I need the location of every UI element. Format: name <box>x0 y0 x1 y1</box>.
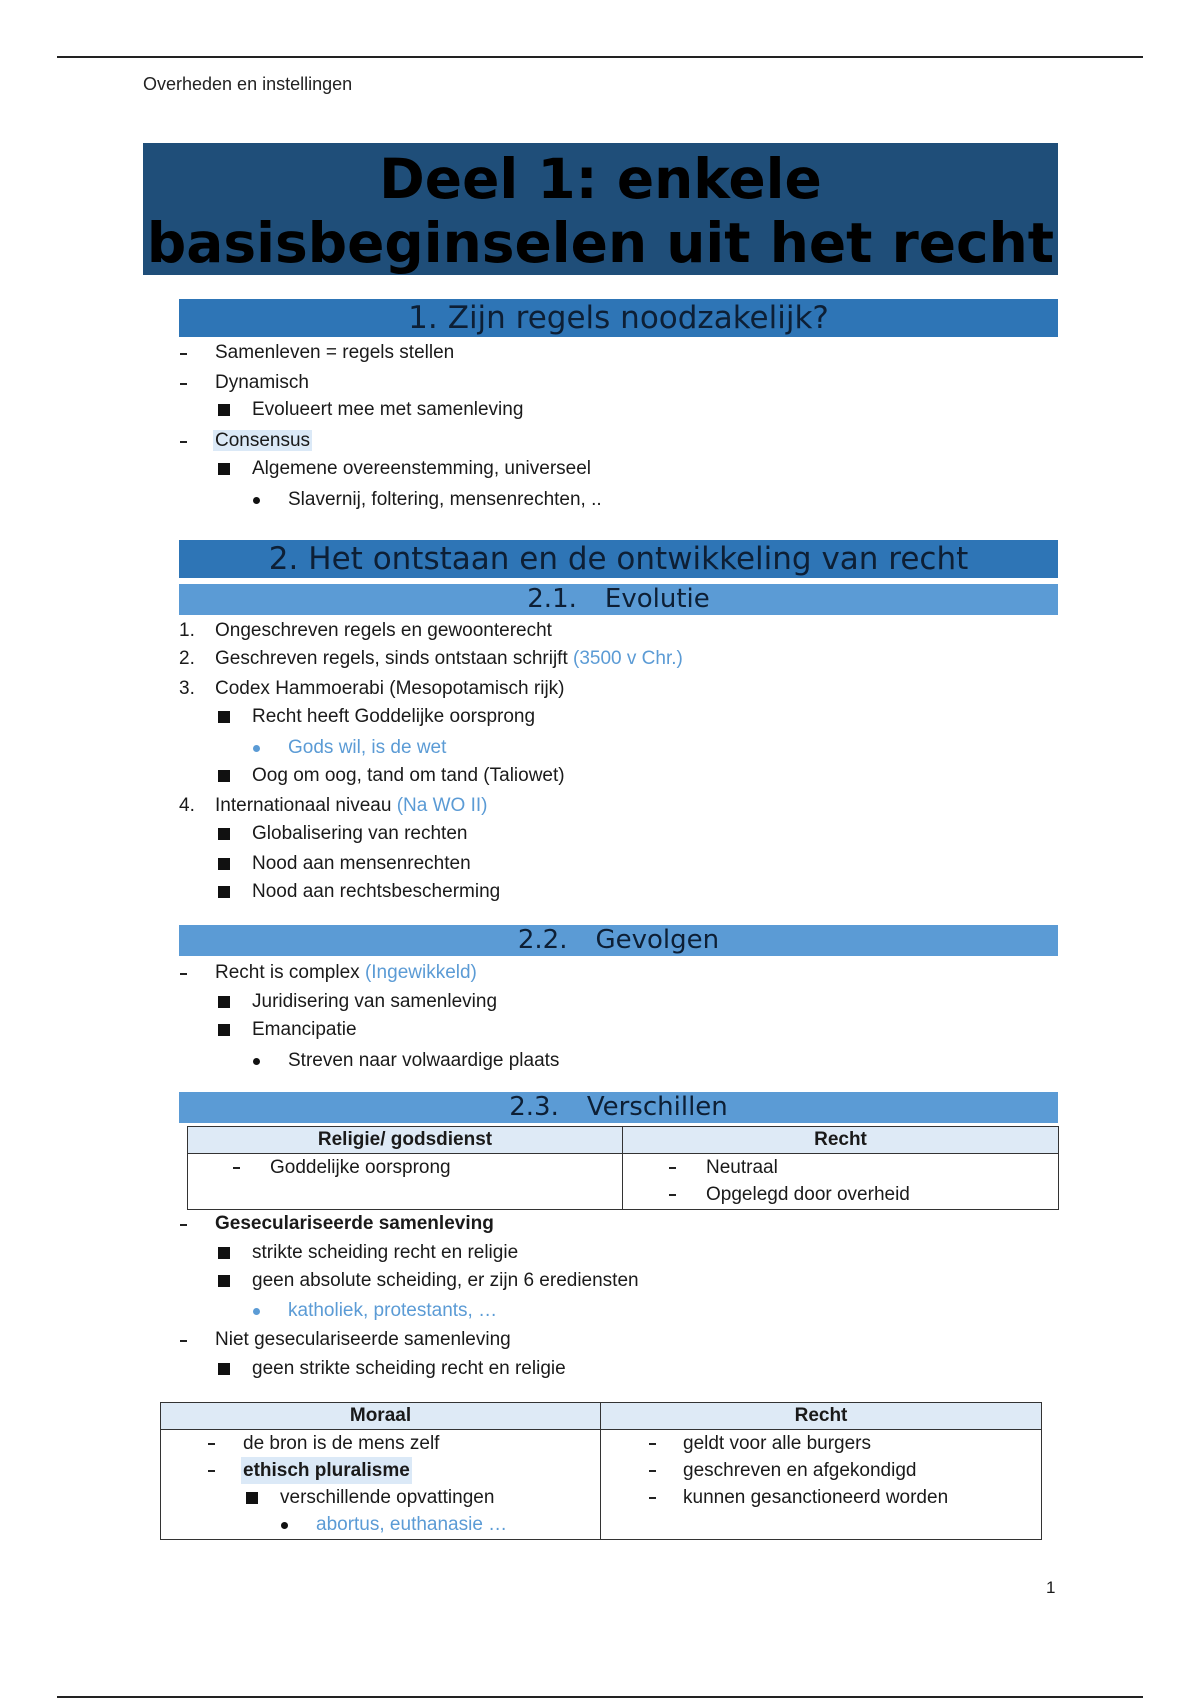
list-number: 3. <box>179 678 195 699</box>
comparison-table-religion-law <box>187 1126 1059 1210</box>
heading-text: Evolutie <box>604 584 710 614</box>
list-item: Dynamisch <box>215 372 309 393</box>
square-bullet <box>218 886 230 898</box>
table-cell <box>188 1154 623 1210</box>
square-bullet <box>218 996 230 1008</box>
list-item: Oog om oog, tand om tand (Taliowet) <box>252 765 565 786</box>
document-title-line1: Deel 1: enkele <box>379 147 822 211</box>
list-item: Recht heeft Goddelijke oorsprong <box>252 706 536 727</box>
list-item: geen strikte scheiding recht en religie <box>252 1358 566 1379</box>
table-header: Recht <box>623 1127 1059 1154</box>
list-item <box>215 647 683 671</box>
dash-bullet <box>669 1167 676 1169</box>
list-item: Streven naar volwaardige plaats <box>288 1050 560 1071</box>
list-item-note: (3500 v Chr.) <box>573 648 683 669</box>
highlighted-term: Consensus <box>215 430 311 451</box>
list-item: Nood aan mensenrechten <box>252 853 471 874</box>
page-number: 1 <box>1046 1578 1056 1597</box>
dash-bullet <box>180 441 187 443</box>
dash-bullet <box>669 1194 676 1196</box>
heading-section-2-2 <box>179 925 1058 956</box>
heading-section-2-3 <box>179 1092 1058 1123</box>
cell-text: abortus, euthanasie … <box>316 1514 508 1535</box>
heading-number: 2.3. <box>509 1092 559 1122</box>
table-cell <box>161 1430 601 1540</box>
list-item <box>213 429 312 453</box>
cell-text: verschillende opvattingen <box>280 1487 495 1508</box>
cell-list-item <box>161 1484 600 1511</box>
list-item <box>215 961 477 985</box>
table-header: Religie/ godsdienst <box>188 1127 623 1154</box>
square-bullet <box>218 1363 230 1375</box>
list-item: strikte scheiding recht en religie <box>252 1242 519 1263</box>
dash-bullet <box>180 1340 187 1342</box>
table-cell <box>623 1154 1059 1210</box>
round-bullet <box>253 497 260 504</box>
dash-bullet <box>649 1497 656 1499</box>
heading-text: Zijn regels noodzakelijk? <box>447 300 829 336</box>
square-bullet <box>218 858 230 870</box>
heading-text: Verschillen <box>586 1092 728 1122</box>
round-bullet <box>253 1308 260 1315</box>
heading-number: 2.1. <box>527 584 577 614</box>
cell-text: geschreven en afgekondigd <box>683 1460 917 1481</box>
list-item-text: Geschreven regels, sinds ontstaan schrijft <box>215 648 568 669</box>
list-item: Codex Hammoerabi (Mesopotamisch rijk) <box>215 678 565 699</box>
dash-bullet <box>180 353 187 355</box>
square-bullet <box>218 404 230 416</box>
square-bullet <box>218 1275 230 1287</box>
list-item <box>215 794 487 818</box>
document-title-line2: basisbeginselen uit het recht <box>146 211 1055 275</box>
cell-text: Opgelegd door overheid <box>706 1184 910 1205</box>
cell-text: de bron is de mens zelf <box>243 1433 440 1454</box>
header-rule <box>57 56 1143 58</box>
cell-list-item <box>188 1154 622 1181</box>
round-bullet <box>253 745 260 752</box>
table-header: Moraal <box>161 1403 601 1430</box>
square-bullet <box>218 770 230 782</box>
square-bullet <box>218 828 230 840</box>
heading-text: Gevolgen <box>595 925 720 955</box>
list-number: 2. <box>179 648 195 669</box>
dash-bullet <box>208 1443 215 1445</box>
round-bullet <box>253 1058 260 1065</box>
cell-list-item <box>623 1154 1058 1181</box>
dash-bullet <box>180 383 187 385</box>
list-item: Slavernij, foltering, mensenrechten, .. <box>288 489 602 510</box>
heading-number: 1. <box>408 300 438 336</box>
heading-number: 2. <box>268 541 299 577</box>
dash-bullet <box>180 973 187 975</box>
cell-text: kunnen gesanctioneerd worden <box>683 1487 949 1508</box>
list-number: 1. <box>179 620 195 641</box>
list-item: Evolueert mee met samenleving <box>252 399 524 420</box>
heading-number: 2.2. <box>517 925 568 955</box>
dash-bullet <box>649 1443 656 1445</box>
cell-list-item <box>161 1430 600 1457</box>
list-item: Samenleven = regels stellen <box>215 342 455 363</box>
running-header: Overheden en instellingen <box>143 74 353 94</box>
table-header: Recht <box>601 1403 1042 1430</box>
list-item: geen absolute scheiding, er zijn 6 erediensten <box>252 1270 639 1291</box>
square-bullet <box>218 1024 230 1036</box>
list-item: Geseculariseerde samenleving <box>215 1213 494 1234</box>
dash-bullet <box>233 1167 240 1169</box>
list-item: Algemene overeenstemming, universeel <box>252 458 592 479</box>
cell-text: geldt voor alle burgers <box>683 1433 871 1454</box>
cell-list-item <box>601 1430 1041 1457</box>
list-item: Nood aan rechtsbescherming <box>252 881 501 902</box>
heading-section-2-1 <box>179 584 1058 615</box>
round-bullet <box>281 1522 288 1529</box>
cell-text: Goddelijke oorsprong <box>270 1157 451 1178</box>
cell-text: ethisch pluralisme <box>241 1457 412 1484</box>
cell-list-item <box>161 1457 600 1484</box>
list-number: 4. <box>179 795 195 816</box>
list-item-note: (Ingewikkeld) <box>364 962 477 983</box>
list-item-note: (Na WO II) <box>396 795 488 816</box>
dash-bullet <box>208 1470 215 1472</box>
square-bullet <box>218 711 230 723</box>
list-item-text: Internationaal niveau <box>215 795 392 816</box>
list-item: Niet geseculariseerde samenleving <box>215 1329 511 1350</box>
cell-list-item <box>601 1457 1041 1484</box>
comparison-table-moral-law <box>160 1402 1042 1540</box>
list-item: Gods wil, is de wet <box>288 737 447 758</box>
square-bullet <box>218 463 230 475</box>
list-item: Juridisering van samenleving <box>252 991 498 1012</box>
cell-list-item <box>161 1511 600 1538</box>
cell-text: Neutraal <box>706 1157 778 1178</box>
cell-list-item <box>623 1181 1058 1208</box>
list-item: Emancipatie <box>252 1019 357 1040</box>
list-item-text: Recht is complex <box>215 962 360 983</box>
table-cell <box>601 1430 1042 1540</box>
footer-rule <box>57 1696 1143 1698</box>
list-item: Ongeschreven regels en gewoonterecht <box>215 620 552 641</box>
list-item: Globalisering van rechten <box>252 823 468 844</box>
heading-text: Het ontstaan en de ontwikkeling van recht <box>308 541 969 577</box>
square-bullet <box>218 1247 230 1259</box>
dash-bullet <box>180 1224 187 1226</box>
document-title <box>143 143 1058 275</box>
cell-list-item <box>601 1484 1041 1511</box>
dash-bullet <box>649 1470 656 1472</box>
heading-section-1 <box>179 299 1058 337</box>
square-bullet <box>246 1492 258 1504</box>
heading-section-2 <box>179 540 1058 578</box>
list-item: katholiek, protestants, … <box>288 1300 498 1321</box>
